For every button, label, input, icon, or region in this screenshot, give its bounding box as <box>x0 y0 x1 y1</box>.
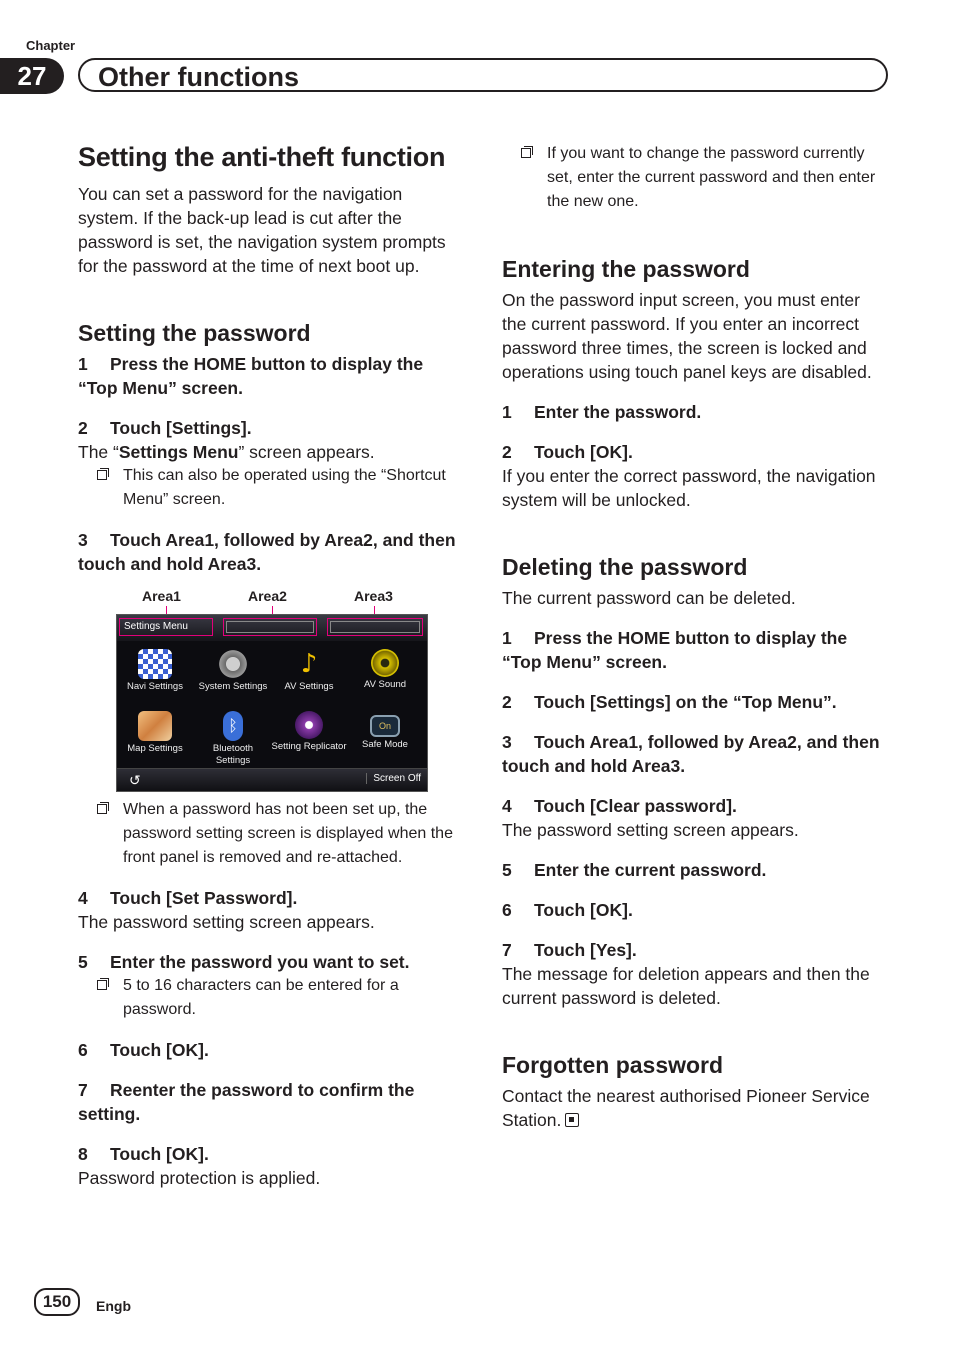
page-number: 150 <box>34 1288 80 1316</box>
note-text: When a password has not been set up, the password setting screen is displayed when the front panel is removed and re-attached. <box>123 801 453 866</box>
delete-step-4 <box>502 794 888 818</box>
step-text: Touch [Clear password]. <box>534 796 737 816</box>
map-settings-button[interactable] <box>117 707 193 769</box>
step-text: Enter the password you want to set. <box>110 952 410 972</box>
step-text: Touch [OK]. <box>534 900 633 920</box>
step-number: 2 <box>502 442 512 462</box>
forgotten-text: Contact the nearest authorised Pioneer Service Station. <box>502 1086 870 1130</box>
step-2 <box>78 416 464 440</box>
step-6 <box>78 1038 464 1062</box>
flag-icon <box>138 649 172 679</box>
step-text: Touch [Settings]. <box>110 418 252 438</box>
system-settings-button[interactable] <box>195 645 271 707</box>
area2-box[interactable] <box>223 618 317 636</box>
note-text: 5 to 16 characters can be entered for a password. <box>123 977 399 1018</box>
step-1 <box>78 352 464 400</box>
screen-off-button[interactable]: Screen Off <box>366 773 421 784</box>
step-number: 1 <box>502 402 512 422</box>
forgotten-body <box>502 1084 888 1132</box>
step-text: Enter the current password. <box>534 860 767 880</box>
icon-label: Map Settings <box>127 743 183 754</box>
step-text: Touch [OK]. <box>110 1040 209 1060</box>
bluetooth-icon: ᛒ <box>223 711 243 741</box>
note <box>502 142 888 214</box>
deleting-intro: The current password can be deleted. <box>502 588 796 608</box>
step-text: Touch [Settings] on the “Top Menu”. <box>534 692 837 712</box>
step-text: Touch [OK]. <box>534 442 633 462</box>
body-text: The “ <box>78 442 119 462</box>
area1-box[interactable] <box>119 618 213 636</box>
note-checkbox-icon <box>97 804 107 814</box>
step-7 <box>78 1078 464 1126</box>
icon-label: AV Sound <box>363 679 407 690</box>
entering-intro: On the password input screen, you must enter the current password. If you enter an incorrect password three times, the screen is locked and operations using touch panel keys are disabled. <box>502 290 872 382</box>
delete-step-7 <box>502 938 888 962</box>
step-number: 2 <box>502 692 512 712</box>
intro-text: You can set a password for the navigation system. If the back-up lead is cut after the password is set, the navigation system prompts for the password at the time of next boot up. <box>78 184 446 276</box>
av-settings-button[interactable] <box>271 645 347 707</box>
note-text: If you want to change the password currently set, enter the current password and then enter the new one. <box>547 145 876 210</box>
area3-inner <box>330 621 420 633</box>
delete-step-6 <box>502 898 888 922</box>
enter-step-2-body: If you enter the correct password, the navigation system will be unlocked. <box>502 466 876 510</box>
music-note-icon: ♪ <box>300 649 318 679</box>
safe-mode-button[interactable] <box>347 707 423 769</box>
delete-step-4-body: The password setting screen appears. <box>502 820 799 840</box>
safe-mode-icon: On <box>370 715 400 737</box>
map-icon <box>138 711 172 741</box>
delete-step-3 <box>502 730 888 778</box>
av-sound-button[interactable] <box>347 645 423 707</box>
settings-menu-term: Settings Menu <box>118 442 239 462</box>
area3-box[interactable] <box>327 618 423 636</box>
area1-label: Area1 <box>142 588 181 604</box>
delete-step-1 <box>502 626 888 674</box>
step-number: 7 <box>78 1080 88 1100</box>
language-code: Engb <box>96 1298 131 1314</box>
step-text: Touch [OK]. <box>110 1144 209 1164</box>
note <box>78 798 464 870</box>
icon-label: Safe Mode <box>362 739 408 750</box>
note-checkbox-icon <box>97 980 107 990</box>
right-column <box>502 142 888 1132</box>
screen-bottom-bar <box>117 768 427 791</box>
step-8-body: Password protection is applied. <box>78 1168 321 1188</box>
step-number: 1 <box>78 354 88 374</box>
step-5 <box>78 950 464 974</box>
bluetooth-settings-button[interactable] <box>195 707 271 769</box>
area2-label: Area2 <box>248 588 287 604</box>
section-title: Setting the anti-theft function <box>78 142 446 172</box>
area3-label: Area3 <box>354 588 393 604</box>
step-text: Press the HOME button to display the “Top Menu” screen. <box>502 628 848 672</box>
deleting-password-heading: Deleting the password <box>502 554 748 580</box>
step-number: 2 <box>78 418 88 438</box>
step-number: 6 <box>78 1040 88 1060</box>
chapter-label: Chapter <box>26 38 76 53</box>
delete-step-2 <box>502 690 888 714</box>
step-text: Press the HOME button to display the “Top Menu” screen. <box>78 354 424 398</box>
step-text: Touch Area1, followed by Area2, and then touch and hold Area3. <box>78 530 456 574</box>
delete-step-5 <box>502 858 888 882</box>
body-text: ” screen appears. <box>238 442 375 462</box>
step-2-body <box>78 440 464 464</box>
back-icon[interactable]: ↺ <box>129 772 141 788</box>
enter-step-2 <box>502 440 888 464</box>
gear-icon <box>216 649 250 679</box>
note-text: This can also be operated using the “Shortcut Menu” screen. <box>123 467 446 508</box>
setting-password-heading: Setting the password <box>78 320 311 346</box>
step-text: Touch [Set Password]. <box>110 888 298 908</box>
icon-label: Bluetooth Settings <box>212 743 254 766</box>
forgotten-password-heading: Forgotten password <box>502 1052 724 1078</box>
note <box>78 974 464 1022</box>
delete-step-7-body: The message for deletion appears and then the current password is deleted. <box>502 964 870 1008</box>
replicator-icon <box>295 711 323 739</box>
step-number: 4 <box>502 796 512 816</box>
navi-settings-button[interactable] <box>117 645 193 707</box>
chapter-title: Other functions <box>78 58 888 92</box>
step-text: Enter the password. <box>534 402 702 422</box>
enter-step-1 <box>502 400 888 424</box>
step-8 <box>78 1142 464 1166</box>
step-number: 3 <box>78 530 88 550</box>
step-number: 5 <box>78 952 88 972</box>
note <box>78 464 464 512</box>
step-text: Touch [Yes]. <box>534 940 637 960</box>
step-number: 7 <box>502 940 512 960</box>
icon-label: Setting Replicator <box>271 741 347 752</box>
step-number: 5 <box>502 860 512 880</box>
end-of-section-icon <box>565 1113 579 1127</box>
icon-label: System Settings <box>198 681 268 692</box>
step-number: 8 <box>78 1144 88 1164</box>
chapter-number: 27 <box>0 58 64 94</box>
step-3 <box>78 528 464 576</box>
settings-menu-figure <box>78 588 464 798</box>
area2-inner <box>226 621 314 633</box>
icon-label: Navi Settings <box>127 681 183 692</box>
step-4-body: The password setting screen appears. <box>78 912 375 932</box>
step-text: Reenter the password to confirm the setting. <box>78 1080 415 1124</box>
step-number: 3 <box>502 732 512 752</box>
step-number: 6 <box>502 900 512 920</box>
setting-replicator-button[interactable] <box>271 707 347 769</box>
left-column <box>78 140 464 1190</box>
screen-title: Settings Menu <box>124 621 188 632</box>
entering-password-heading: Entering the password <box>502 256 750 282</box>
note-checkbox-icon <box>521 148 531 158</box>
step-number: 1 <box>502 628 512 648</box>
device-screen <box>116 614 428 792</box>
screen-top-bar <box>117 615 427 641</box>
note-checkbox-icon <box>97 470 107 480</box>
step-text: Touch Area1, followed by Area2, and then touch and hold Area3. <box>502 732 880 776</box>
step-number: 4 <box>78 888 88 908</box>
step-4 <box>78 886 464 910</box>
speaker-icon <box>371 649 399 677</box>
icon-label: AV Settings <box>284 681 334 692</box>
